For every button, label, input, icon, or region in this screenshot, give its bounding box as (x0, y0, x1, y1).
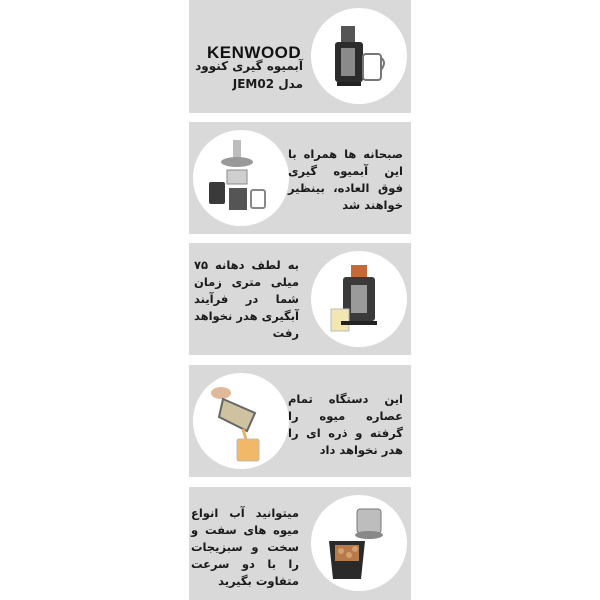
brand-logo: KENWOOD (207, 43, 302, 62)
feature-text-chute: به لطف دهانه ۷۵ میلی متری زمان شما در فرآیند آبگیری هدر نخواهد رفت (194, 258, 299, 340)
feature-text-extraction: این دستگاه تمام عصاره میوه را گرفته و ذره ای را هدر نخواهد داد (288, 392, 403, 457)
pulp-container-icon (311, 495, 407, 591)
pitcher-pouring-icon (193, 373, 289, 469)
feature-card-breakfast (189, 122, 411, 234)
product-title: آبمیوه گیری کنوود مدل JEM02 (195, 59, 303, 91)
juicer-with-juice-icon (311, 251, 407, 347)
feature-text-speeds: میتوانید آب انواع میوه های سفت و سخت و سبزیجات را با دو سرعت متفاوت بگیرید (191, 506, 299, 588)
product-title-card (189, 0, 411, 113)
feature-card-speeds (189, 487, 411, 600)
feature-text-breakfast: صبحانه ها همراه با این آبمیوه گیری فوق العاده، بینظیر خواهند شد (288, 147, 403, 212)
juicer-machine-icon (311, 8, 407, 104)
feature-card-extraction (189, 365, 411, 477)
feature-card-chute (189, 243, 411, 355)
juicer-parts-icon (193, 130, 289, 226)
